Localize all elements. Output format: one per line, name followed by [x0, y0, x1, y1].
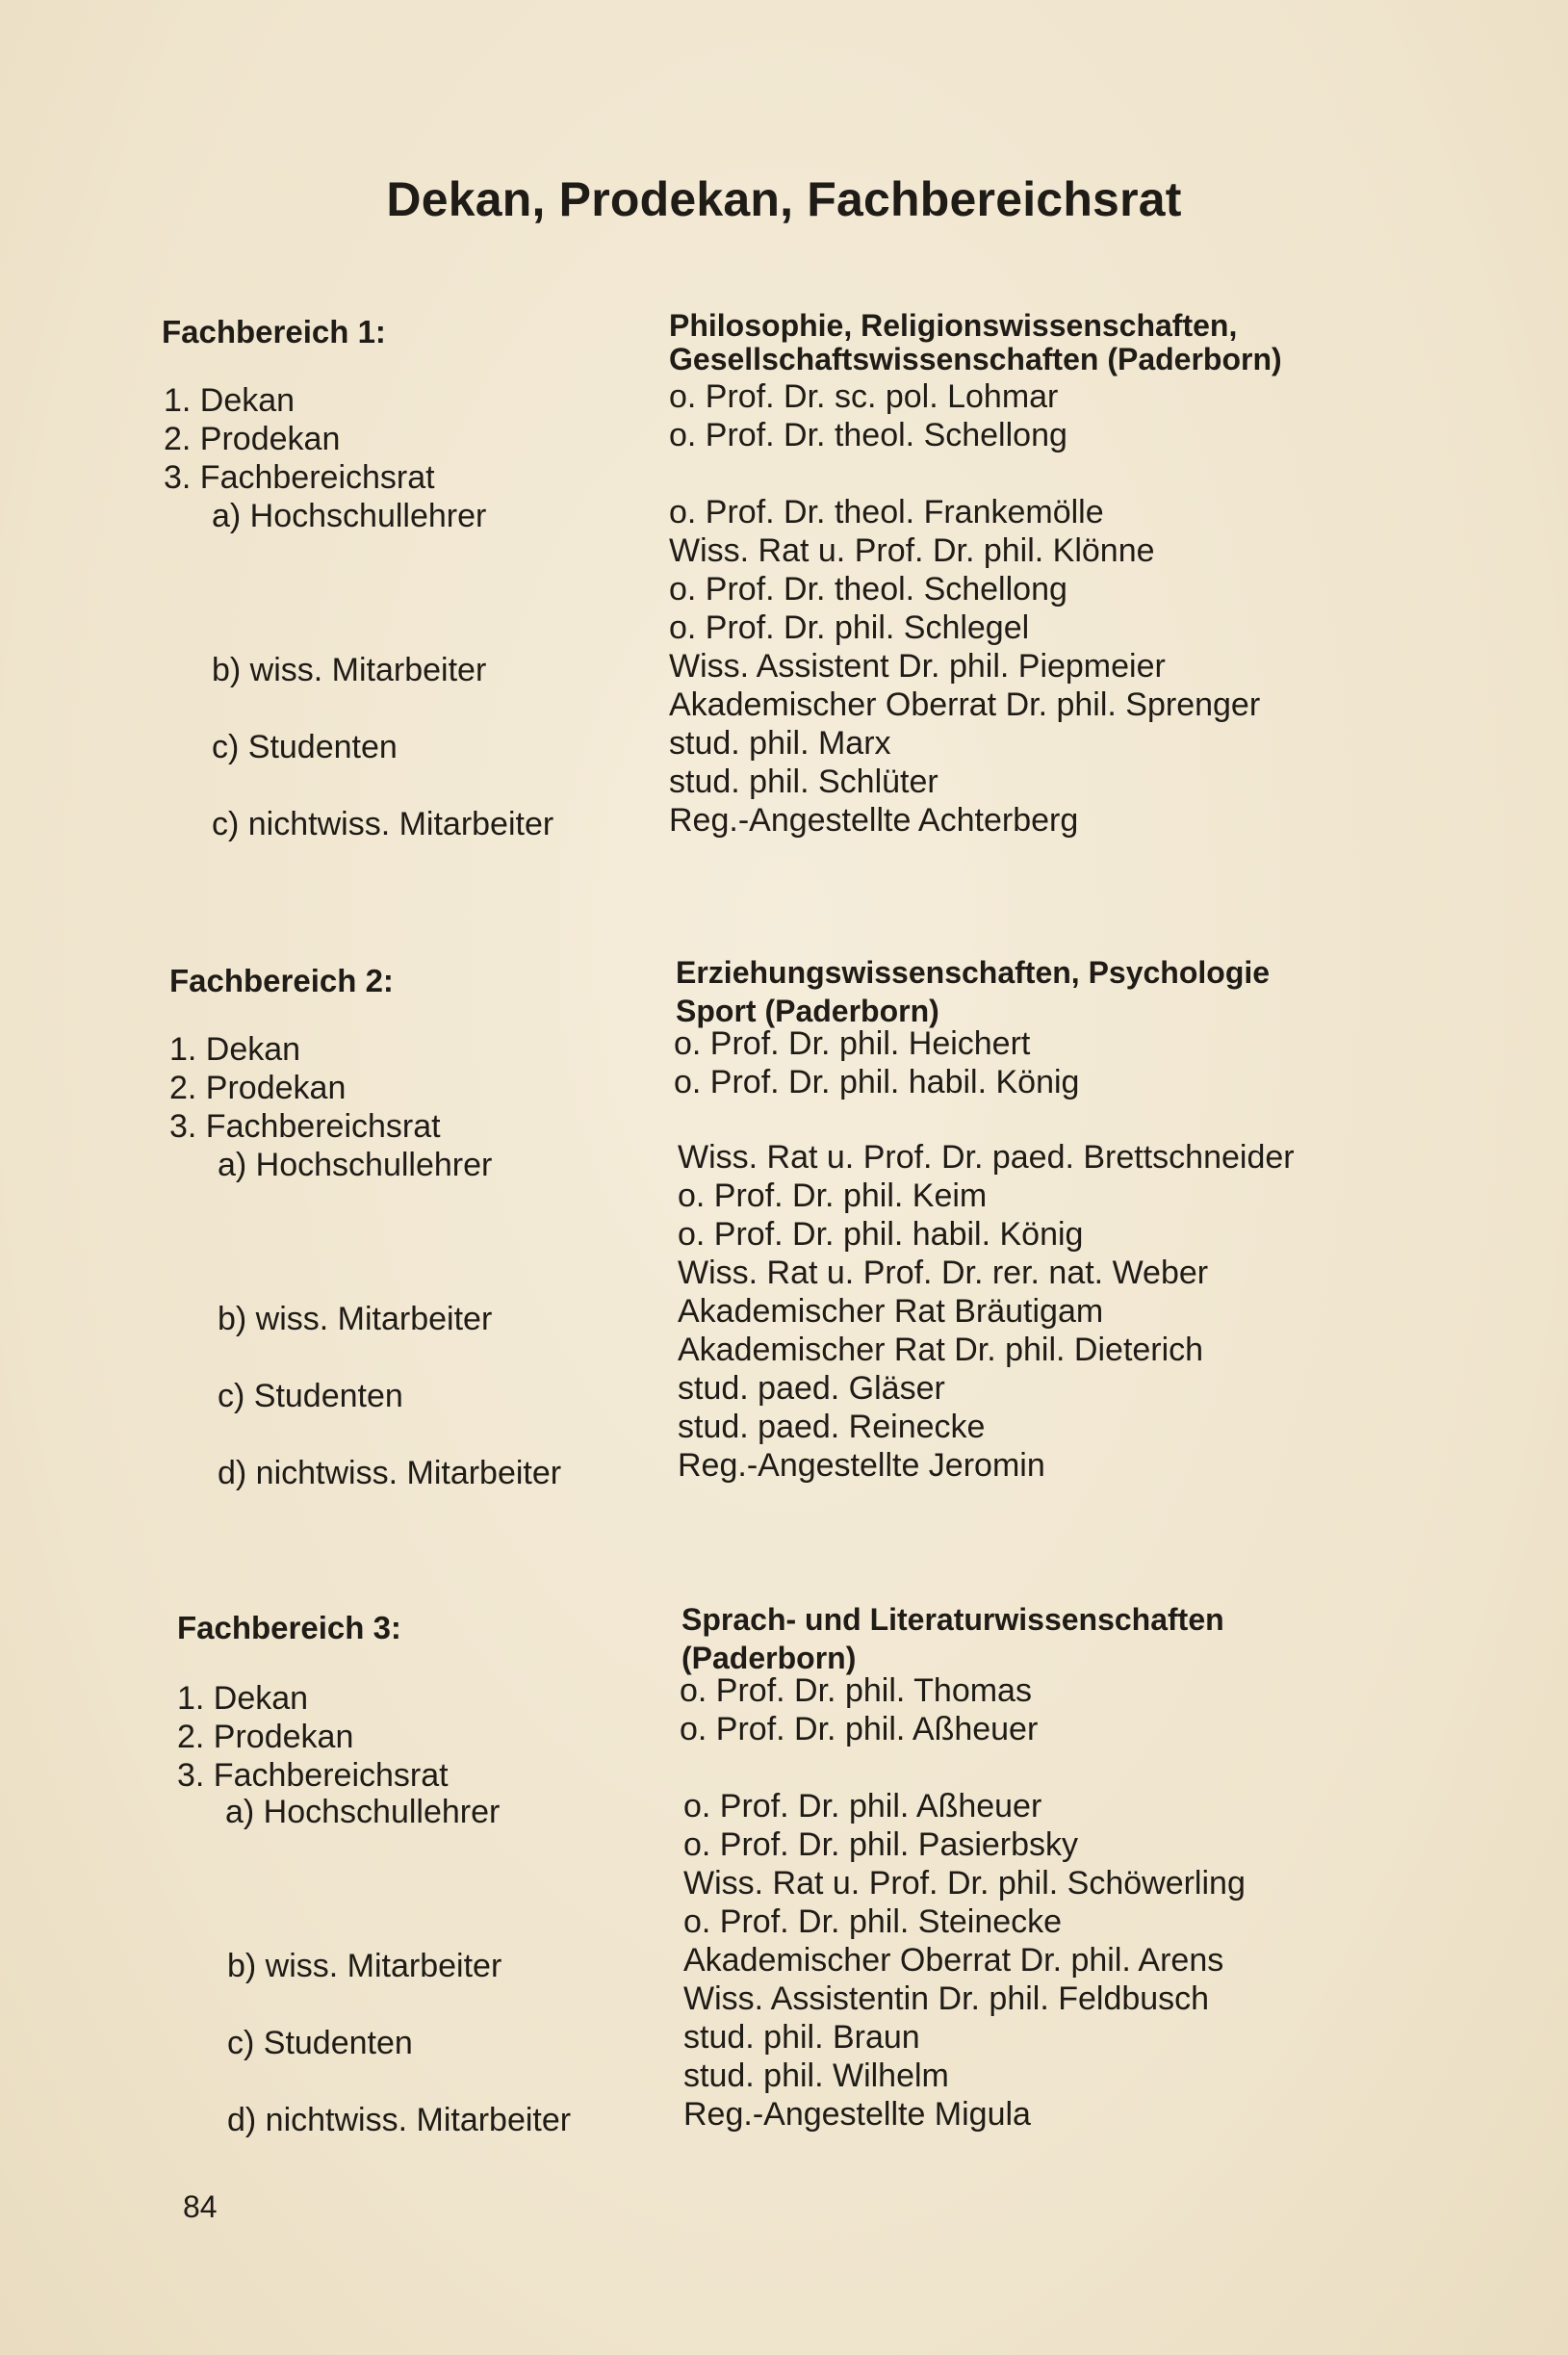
member-name: Wiss. Rat u. Prof. Dr. phil. Schöwerling [683, 1865, 1246, 1902]
member-name: stud. phil. Schlüter [669, 763, 938, 800]
role-fachbereichsrat: 3. Fachbereichsrat [177, 1757, 449, 1794]
role-studenten: c) Studenten [218, 1378, 403, 1414]
role-wiss-mitarbeiter: b) wiss. Mitarbeiter [227, 1948, 502, 1984]
section-label: Fachbereich 3: [177, 1610, 401, 1645]
member-name: o. Prof. Dr. phil. habil. König [678, 1216, 1084, 1253]
member-name: o. Prof. Dr. phil. Thomas [680, 1672, 1032, 1709]
page-number: 84 [183, 2189, 218, 2224]
member-name: Wiss. Assistentin Dr. phil. Feldbusch [683, 1980, 1210, 2017]
member-name: Akademischer Oberrat Dr. phil. Arens [683, 1942, 1224, 1979]
member-name: o. Prof. Dr. sc. pol. Lohmar [669, 378, 1059, 415]
role-fachbereichsrat: 3. Fachbereichsrat [169, 1108, 441, 1145]
section-heading-line-2: Gesellschaftswissenschaften (Paderborn) [669, 342, 1282, 376]
role-nichtwiss-mitarbeiter: d) nichtwiss. Mitarbeiter [227, 2102, 572, 2138]
page-title: Dekan, Prodekan, Fachbereichsrat [386, 172, 1182, 226]
role-studenten: c) Studenten [227, 2025, 413, 2061]
role-fachbereichsrat: 3. Fachbereichsrat [164, 459, 435, 496]
member-name: o. Prof. Dr. phil. Schlegel [669, 609, 1030, 646]
member-name: o. Prof. Dr. phil. Aßheuer [683, 1788, 1042, 1824]
section-heading-line-1: Sprach- und Literaturwissenschaften [681, 1602, 1224, 1637]
role-hochschullehrer: a) Hochschullehrer [212, 498, 487, 534]
member-name: o. Prof. Dr. phil. habil. König [674, 1064, 1080, 1100]
member-name: o. Prof. Dr. phil. Pasierbsky [683, 1826, 1079, 1863]
member-name: stud. paed. Gläser [678, 1370, 945, 1407]
role-wiss-mitarbeiter: b) wiss. Mitarbeiter [212, 652, 487, 688]
member-name: Akademischer Rat Dr. phil. Dieterich [678, 1332, 1204, 1368]
section-heading-line-2: Sport (Paderborn) [676, 994, 939, 1028]
member-name: Reg.-Angestellte Jeromin [678, 1447, 1045, 1484]
member-name: o. Prof. Dr. phil. Heichert [674, 1025, 1031, 1062]
role-prodekan: 2. Prodekan [164, 421, 341, 457]
role-prodekan: 2. Prodekan [169, 1070, 347, 1106]
section-heading-line-2: (Paderborn) [681, 1641, 857, 1675]
role-studenten: c) Studenten [212, 729, 398, 765]
role-dekan: 1. Dekan [177, 1680, 309, 1717]
member-name: o. Prof. Dr. theol. Schellong [669, 571, 1067, 608]
member-name: stud. phil. Braun [683, 2019, 920, 2056]
role-hochschullehrer: a) Hochschullehrer [218, 1147, 493, 1183]
member-name: Wiss. Rat u. Prof. Dr. rer. nat. Weber [678, 1255, 1209, 1291]
member-name: stud. phil. Wilhelm [683, 2057, 949, 2094]
member-name: o. Prof. Dr. phil. Steinecke [683, 1903, 1063, 1940]
role-hochschullehrer: a) Hochschullehrer [225, 1794, 501, 1830]
role-prodekan: 2. Prodekan [177, 1719, 354, 1755]
member-name: stud. phil. Marx [669, 725, 891, 762]
section-heading-line-1: Philosophie, Religionswissenschaften, [669, 308, 1238, 343]
section-heading-line-1: Erziehungswissenschaften, Psychologie [676, 955, 1271, 990]
member-name: Akademischer Rat Bräutigam [678, 1293, 1104, 1330]
role-wiss-mitarbeiter: b) wiss. Mitarbeiter [218, 1301, 493, 1337]
member-name: Reg.-Angestellte Migula [683, 2096, 1031, 2133]
member-name: stud. paed. Reinecke [678, 1409, 986, 1445]
role-nichtwiss-mitarbeiter: c) nichtwiss. Mitarbeiter [212, 806, 554, 842]
member-name: o. Prof. Dr. theol. Frankemölle [669, 494, 1104, 531]
role-dekan: 1. Dekan [164, 382, 296, 419]
member-name: Reg.-Angestellte Achterberg [669, 802, 1079, 839]
section-label: Fachbereich 1: [162, 314, 386, 349]
role-nichtwiss-mitarbeiter: d) nichtwiss. Mitarbeiter [218, 1455, 562, 1491]
section-label: Fachbereich 2: [169, 963, 394, 998]
member-name: Wiss. Rat u. Prof. Dr. phil. Klönne [669, 532, 1155, 569]
member-name: Wiss. Rat u. Prof. Dr. paed. Brettschneider [678, 1139, 1295, 1176]
member-name: o. Prof. Dr. phil. Keim [678, 1178, 988, 1214]
role-dekan: 1. Dekan [169, 1031, 301, 1068]
member-name: Wiss. Assistent Dr. phil. Piepmeier [669, 648, 1166, 685]
member-name: Akademischer Oberrat Dr. phil. Sprenger [669, 686, 1261, 723]
member-name: o. Prof. Dr. phil. Aßheuer [680, 1711, 1039, 1747]
member-name: o. Prof. Dr. theol. Schellong [669, 417, 1067, 453]
